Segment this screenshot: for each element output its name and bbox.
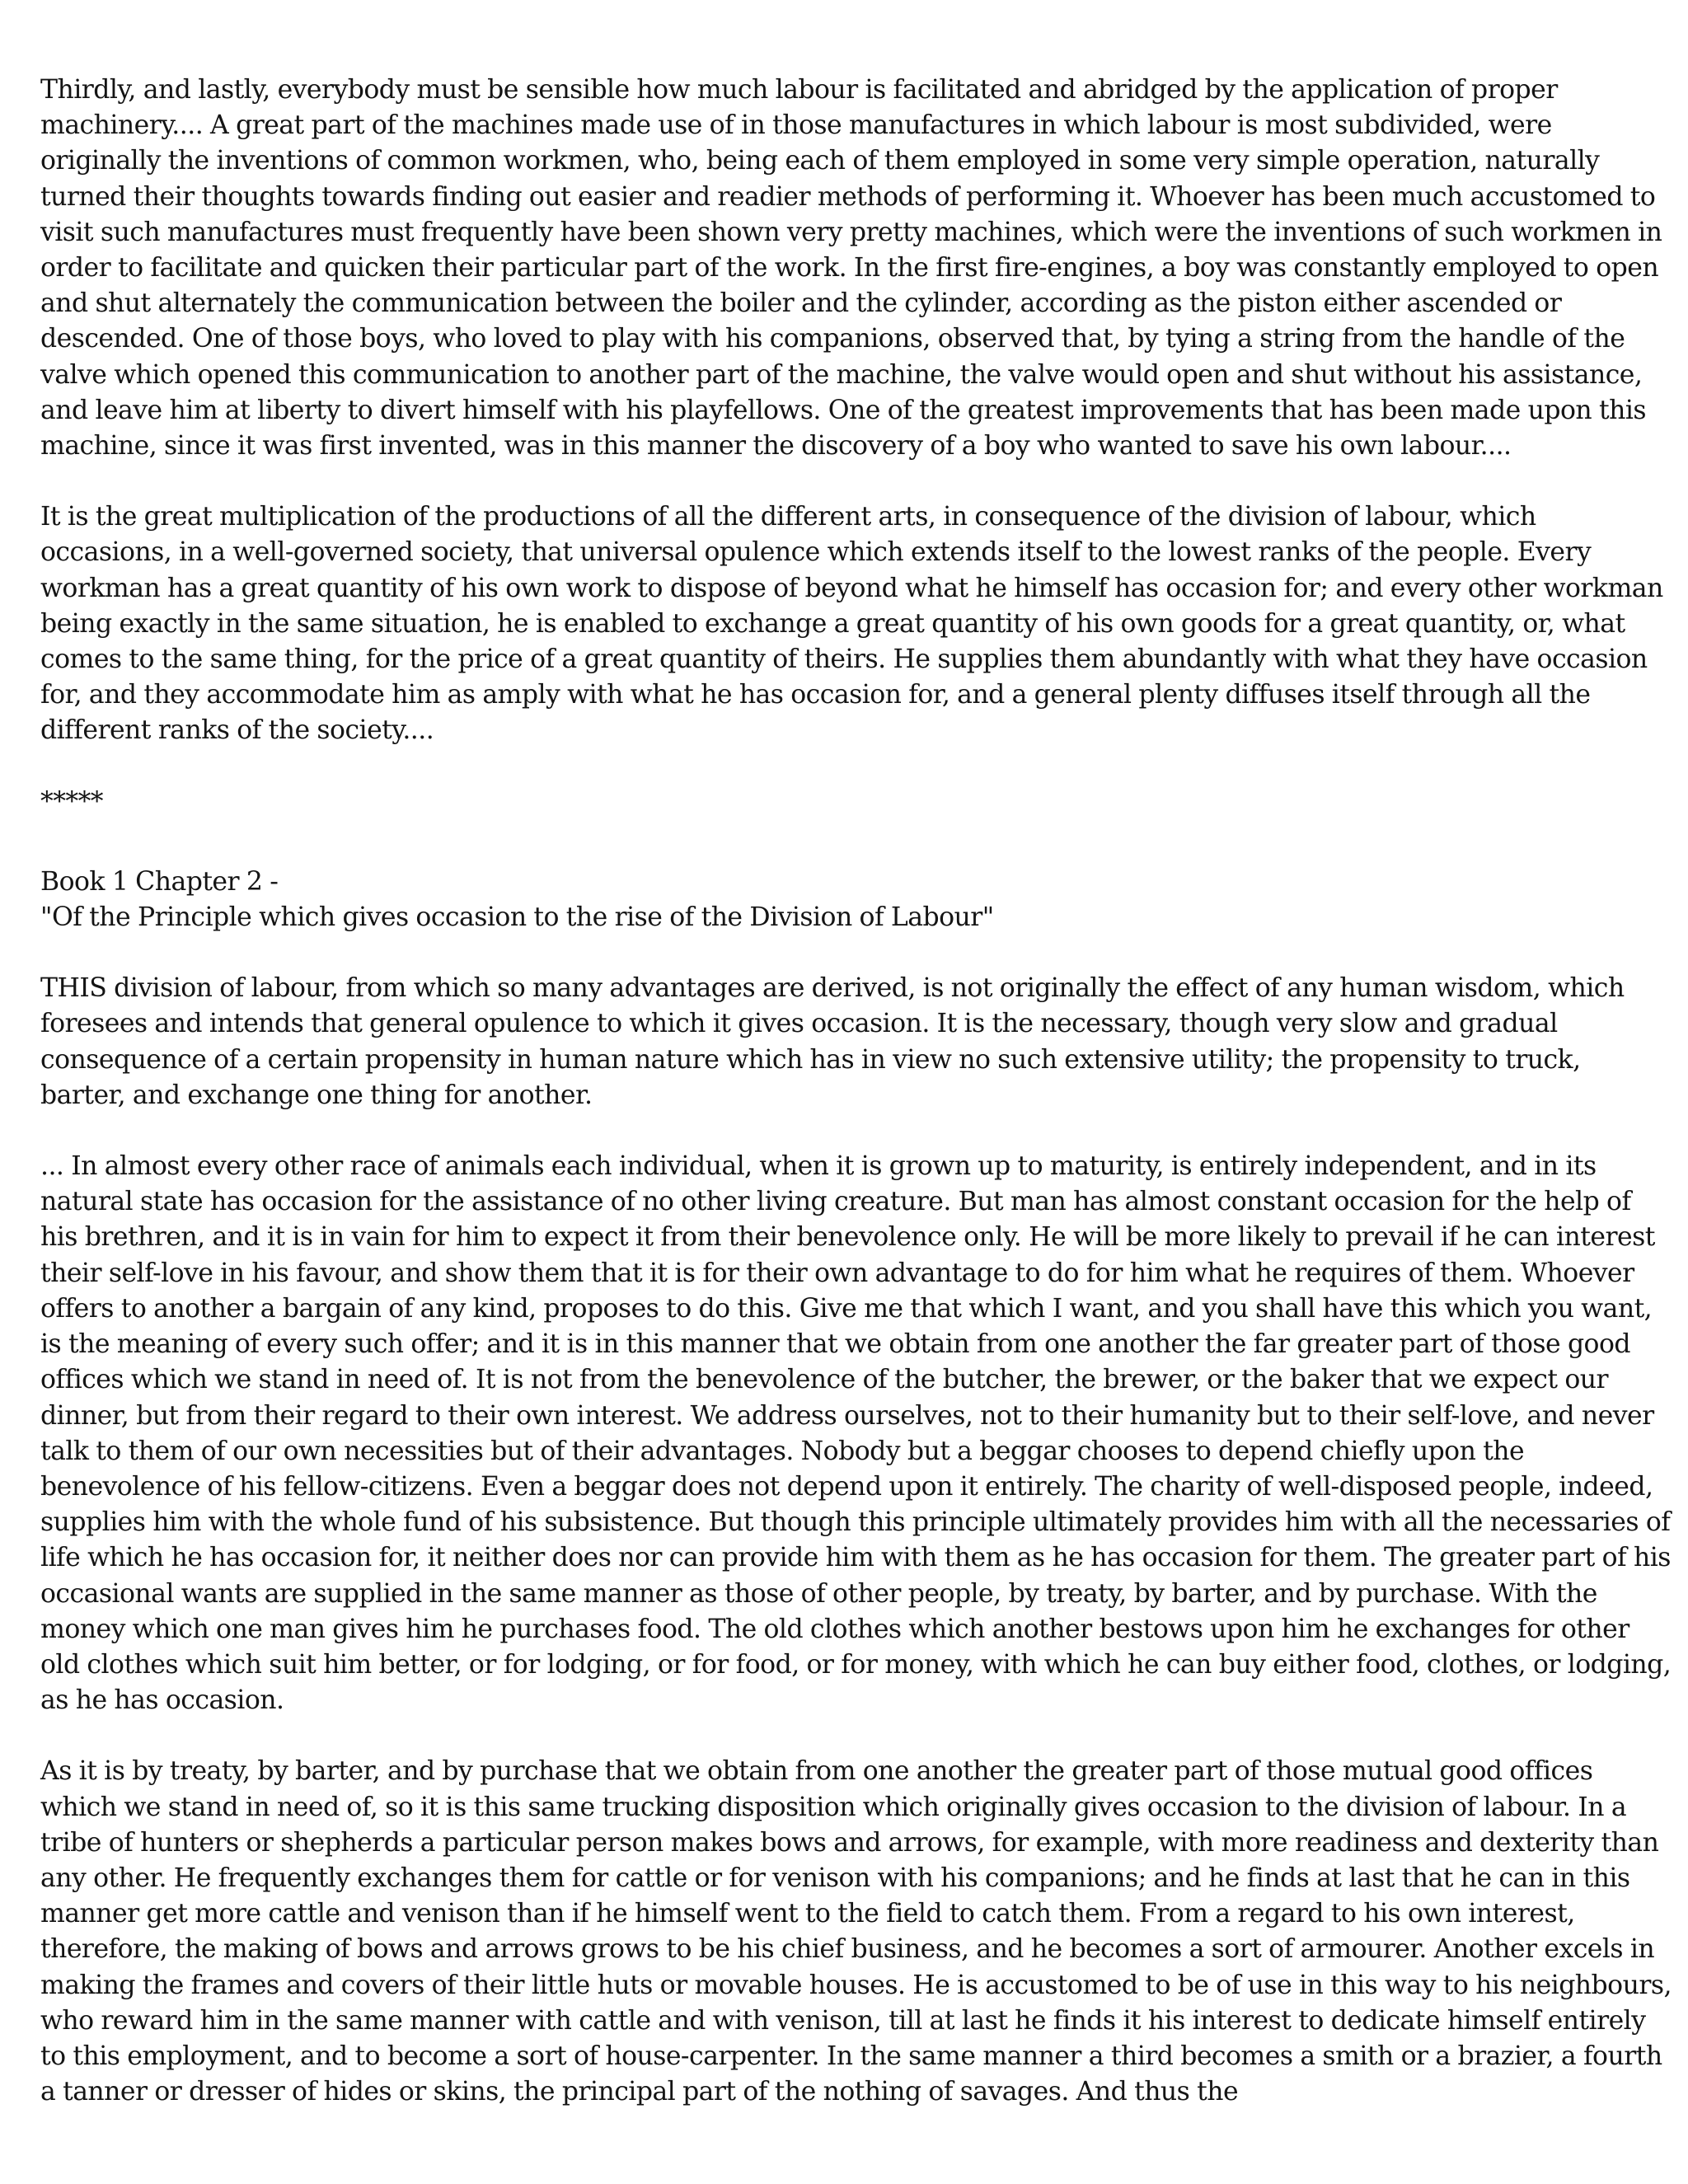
paragraph-machinery: Thirdly, and lastly, everybody must be sensible how much labour is facilitated and abridged by the application of proper machinery.... A great part of the machines made use of in those manufactures in which labour is most subdivided, were originally the inventions of common workmen, who, being each of them employed in some very simple operation, naturally turned their thoughts towards finding out easier and readier methods of performing it. Whoever has been much accustomed to visit such manufactures must frequently have been shown very pretty machines, which were the inventions of such workmen in order to facilitate and quicken their particular part of the work. In the first fire-engines, a boy was constantly employed to open and shut alternately the communication between the boiler and the cylinder, according as the piston either ascended or descended. One of those boys, who loved to play with his companions, observed that, by tying a string from the handle of the valve which opened this communication to another part of the machine, the valve would open and shut without his assistance, and leave him at liberty to divert himself with his playfellows. One of the greatest improvements that has been made upon this machine, since it was first invented, was in this manner the discovery of a boy who wanted to save his own labour.... bbox=[40, 75, 1662, 462]
document-page bbox=[40, 73, 1672, 2145]
paragraph-self-love: ... In almost every other race of animals each individual, when it is grown up to maturity, is entirely independent, and in its natural state has occasion for the assistance of no other living creature. But man has almost constant occasion for the help of his brethren, and it is in vain for him to expect it from their benevolence only. He will be more likely to prevail if he can interest their self-love in his favour, and show them that it is for their own advantage to do for him what he requires of them. Whoever offers to another a bargain of any kind, proposes to do this. Give me that which I want, and you shall have this which you want, is the meaning of every such offer; and it is in this manner that we obtain from one another the far greater part of those good offices which we stand in need of. It is not from the benevolence of the butcher, the brewer, or the baker that we expect our dinner, but from their regard to their own interest. We address ourselves, not to their humanity but to their self-love, and never talk to them of our own necessities but of their advantages. Nobody but a beggar chooses to depend chiefly upon the benevolence of his fellow-citizens. Even a beggar does not depend upon it entirely. The charity of well-disposed people, indeed, supplies him with the whole fund of his subsistence. But though this principle ultimately provides him with all the necessaries of life which he has occasion for, it neither does nor can provide him with them as he has occasion for them. The greater part of his occasional wants are supplied in the same manner as those of other people, by treaty, by barter, and by purchase. With the money which one man gives him he purchases food. The old clothes which another bestows upon him he exchanges for other old clothes which suit him better, or for lodging, or for food, or for money, with which he can buy either food, clothes, or lodging, as he has occasion. bbox=[40, 1151, 1672, 1716]
paragraph-opulence: It is the great multiplication of the productions of all the different arts, in consequence of the division of labour, which occasions, in a well-governed society, that universal opulence which extends itself to the lowest ranks of the people. Every workman has a great quantity of his own work to dispose of beyond what he himself has occasion for; and every other workman being exactly in the same situation, he is enabled to exchange a great quantity of his own goods for a great quantity, or, what comes to the same thing, for the price of a great quantity of theirs. He supplies them abundantly with what they have occasion for, and they accommodate him as amply with what he has occasion for, and a general plenty diffuses itself through all the different ranks of the society.... bbox=[40, 502, 1663, 746]
section-separator: ***** bbox=[40, 786, 104, 817]
chapter-heading bbox=[40, 865, 1672, 935]
paragraph-division-origin: THIS division of labour, from which so many advantages are derived, is not originally the effect of any human wisdom, which foresees and intends that general opulence to which it gives occasion. It is the necessary, though very slow and gradual consequence of a certain propensity in human nature which has in view no such extensive utility; the propensity to truck, barter, and exchange one thing for another. bbox=[40, 973, 1625, 1110]
chapter-label: Book 1 Chapter 2 - bbox=[40, 866, 279, 897]
chapter-title: "Of the Principle which gives occasion to the rise of the Division of Labour" bbox=[40, 902, 994, 933]
paragraph-trucking-disposition: As it is by treaty, by barter, and by purchase that we obtain from one another the greater part of those mutual good offices which we stand in need of, so it is this same trucking disposition which originally gives occasion to the division of labour. In a tribe of hunters or shepherds a particular person makes bows and arrows, for example, with more readiness and dexterity than any other. He frequently exchanges them for cattle or for venison with his companions; and he finds at last that he can in this manner get more cattle and venison than if he himself went to the field to catch them. From a regard to his own interest, therefore, the making of bows and arrows grows to be his chief business, and he becomes a sort of armourer. Another excels in making the frames and covers of their little huts or movable houses. He is accustomed to be of use in this way to his neighbours, who reward him in the same manner with cattle and with venison, till at last he finds it his interest to dedicate himself entirely to this employment, and to become a sort of house-carpenter. In the same manner a third becomes a smith or a brazier, a fourth a tanner or dresser of hides or skins, the principal part of the nothing of savages. And thus the bbox=[40, 1756, 1672, 2107]
